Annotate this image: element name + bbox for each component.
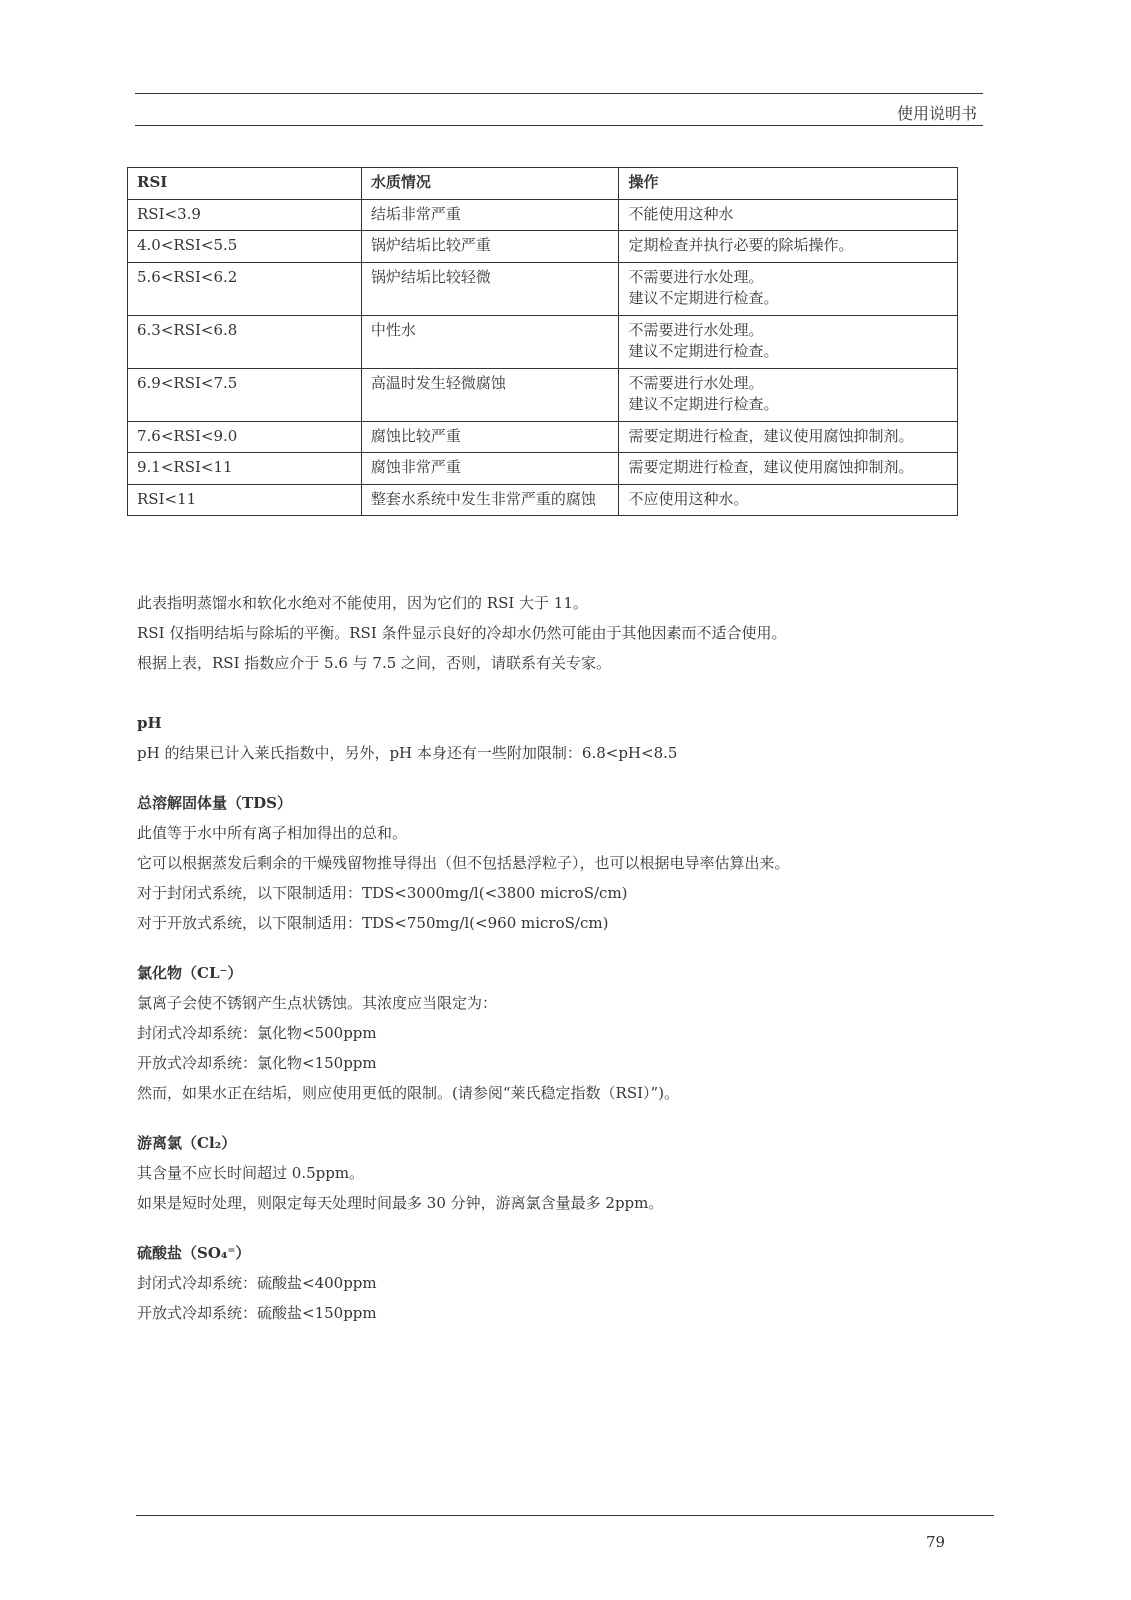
cell-water-condition: 结垢非常严重: [361, 199, 619, 231]
cell-water-condition: 高温时发生轻微腐蚀: [361, 368, 619, 421]
cell-action: [619, 453, 958, 485]
cell-rsi-range: RSI<11: [128, 484, 362, 516]
cell-rsi-range: 5.6<RSI<6.2: [128, 262, 362, 315]
tds-line: 此值等于水中所有离子相加得出的总和。: [137, 824, 408, 842]
note-line: RSI 仅指明结垢与除垢的平衡。RSI 条件显示良好的冷却水仍然可能由于其他因素而不适合使用。: [137, 624, 787, 642]
cell-action-line: 不应使用这种水。: [628, 489, 749, 508]
free-chlorine-heading: 游离氯（Cl₂）: [137, 1134, 237, 1152]
rsi-table-header-row: [128, 168, 958, 200]
chloride-heading: 氯化物（CL⁻）: [137, 964, 243, 982]
tds-line: 对于封闭式系统，以下限制适用：TDS<3000mg/l(<3800 microS/cm): [137, 884, 628, 902]
cell-action-line: 不能使用这种水: [628, 204, 734, 223]
table-row: [128, 453, 958, 485]
header-rule-top: [135, 93, 983, 94]
cell-action: [619, 262, 958, 315]
header-title: 使用说明书: [896, 104, 977, 123]
table-row: [128, 262, 958, 315]
cell-action-line: 建议不定期进行检查。: [628, 289, 779, 307]
table-row: [128, 484, 958, 516]
sulfate-line: 开放式冷却系统：硫酸盐<150ppm: [137, 1304, 377, 1322]
cell-rsi-range: 6.3<RSI<6.8: [128, 315, 362, 368]
cell-action-line: 不需要进行水处理。: [628, 373, 764, 392]
cell-rsi-range: 9.1<RSI<11: [128, 453, 362, 485]
free-chlorine-line: 如果是短时处理，则限定每天处理时间最多 30 分钟，游离氯含量最多 2ppm。: [137, 1194, 664, 1212]
cell-rsi-range: 4.0<RSI<5.5: [128, 231, 362, 263]
column-header-condition: 水质情况: [361, 168, 619, 200]
cell-water-condition: 腐蚀比较严重: [361, 421, 619, 453]
cell-action-line: 定期检查并执行必要的除垢操作。: [628, 236, 854, 254]
table-row: [128, 368, 958, 421]
footer-rule: [136, 1515, 994, 1516]
note-line: 此表指明蒸馏水和软化水绝对不能使用，因为它们的 RSI 大于 11。: [137, 594, 588, 612]
cell-action-line: 需要定期进行检查，建议使用腐蚀抑制剂。: [628, 426, 914, 445]
note-line: 根据上表，RSI 指数应介于 5.6 与 7.5 之间，否则，请联系有关专家。: [137, 654, 612, 672]
table-row: [128, 315, 958, 368]
cell-action-line: 不需要进行水处理。: [628, 320, 764, 339]
cell-action: [619, 315, 958, 368]
cell-rsi-range: 7.6<RSI<9.0: [128, 421, 362, 453]
cell-action-line: 建议不定期进行检查。: [628, 342, 779, 360]
column-header-rsi: RSI: [128, 168, 362, 200]
table-row: [128, 199, 958, 231]
ph-heading: pH: [137, 714, 162, 732]
page-number: 79: [926, 1533, 946, 1551]
cell-water-condition: 锅炉结垢比较严重: [361, 231, 619, 263]
cell-action: [619, 231, 958, 263]
cell-rsi-range: 6.9<RSI<7.5: [128, 368, 362, 421]
tds-line: 对于开放式系统，以下限制适用：TDS<750mg/l(<960 microS/cm): [137, 914, 609, 932]
cell-water-condition: 腐蚀非常严重: [361, 453, 619, 485]
column-header-action: 操作: [619, 168, 958, 200]
cell-action-line: 需要定期进行检查，建议使用腐蚀抑制剂。: [628, 458, 914, 476]
tds-line: 它可以根据蒸发后剩余的干燥残留物推导得出（但不包括悬浮粒子），也可以根据电导率估算出来。: [137, 854, 790, 872]
chloride-line: 然而，如果水正在结垢，则应使用更低的限制。(请参阅“莱氏稳定指数（RSI）”)。: [137, 1084, 680, 1102]
header-rule-bottom: [135, 125, 983, 126]
table-row: [128, 421, 958, 453]
cell-action: [619, 421, 958, 453]
cell-water-condition: 锅炉结垢比较轻微: [361, 262, 619, 315]
free-chlorine-line: 其含量不应长时间超过 0.5ppm。: [137, 1164, 365, 1182]
tds-heading: 总溶解固体量（TDS）: [137, 794, 293, 812]
chloride-line: 氯离子会使不锈钢产生点状锈蚀。其浓度应当限定为：: [137, 994, 498, 1012]
body-text: [137, 588, 957, 1328]
cell-action-line: 不需要进行水处理。: [628, 267, 764, 286]
cell-action: [619, 199, 958, 231]
chloride-line: 开放式冷却系统：氯化物<150ppm: [137, 1054, 377, 1072]
sulfate-line: 封闭式冷却系统：硫酸盐<400ppm: [137, 1274, 377, 1292]
cell-rsi-range: RSI<3.9: [128, 199, 362, 231]
table-row: [128, 231, 958, 263]
chloride-line: 封闭式冷却系统：氯化物<500ppm: [137, 1024, 377, 1042]
ph-line: pH 的结果已计入莱氏指数中，另外，pH 本身还有一些附加限制：6.8<pH<8.5: [137, 744, 678, 762]
cell-action: [619, 368, 958, 421]
cell-water-condition: 中性水: [361, 315, 619, 368]
sulfate-heading: 硫酸盐（SO₄⁼）: [137, 1244, 251, 1262]
cell-water-condition: 整套水系统中发生非常严重的腐蚀: [361, 484, 619, 516]
cell-action-line: 建议不定期进行检查。: [628, 395, 779, 413]
rsi-table: [127, 167, 958, 516]
cell-action: [619, 484, 958, 516]
rsi-table-body: [128, 199, 958, 516]
